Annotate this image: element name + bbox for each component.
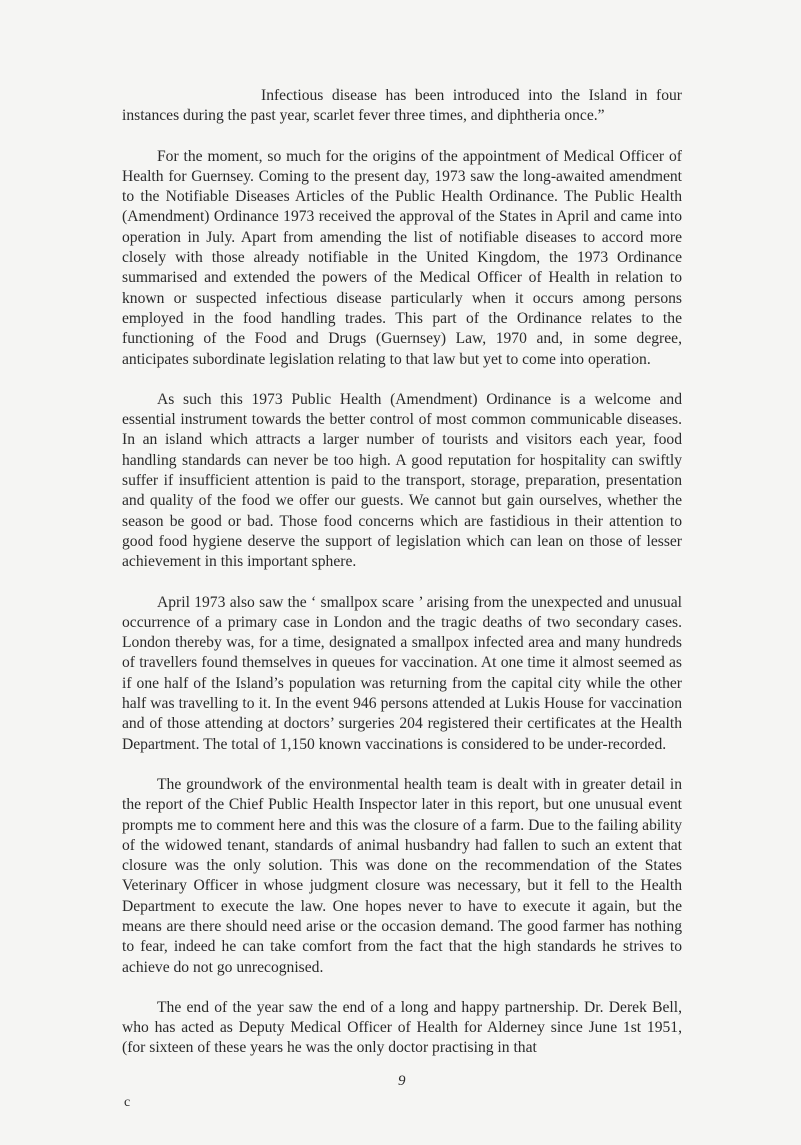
paragraph-farm-closure: The groundwork of the environmental health team is dealt with in greater detail in the report of the Chief Public Health Inspector later in this report, but one unusual event prompts me to comment here and this was the closure of a farm. Due to the failing ability of the widowed tenant, standards of animal husbandry had fallen to such an extent that closure was the only solution. This was done on the recommendation of the States Veterinary Officer in whose judgment closure was necessary, but it fell to the Health Department to execute the law. One hopes never to have to execute it again, but the means are there should need arise or the occasion demand. The good farmer has nothing to fear, indeed he can take comfort from the fact that the high standards he strives to achieve do not go unrecognised. [122,775,682,976]
paragraph-public-health-ordinance: For the moment, so much for the origins of the appointment of Medical Officer of Health for Guernsey. Coming to the present day, 1973 saw the long-awaited amendment to the Notifiable Diseases Articles of the Public Health Ordinance. The Public Health (Amendment) Ordinance 1973 received the approval of the States in April and came into operation in July. Apart from amending the list of notifiable diseases to accord more closely with those already notifiable in the United Kingdom, the 1973 Ordinance summarised and extended the powers of the Medical Officer of Health in relation to known or suspected infectious disease particularly when it occurs among persons employed in the food handling trades. This part of the Ordinance relates to the functioning of the Food and Drugs (Guernsey) Law, 1970 and, in some degree, anticipates subordinate legislation relating to that law but yet to come into operation. [122,147,682,368]
paragraph-partnership-end: The end of the year saw the end of a long and happy partnership. Dr. Derek Bell, who has acted as Deputy Medical Officer of Health for Alderney since June 1st 1951, (for sixteen of these years he was the only doctor practising in that [122,998,682,1057]
page-number: 9 [398,1073,406,1089]
paragraph-food-handling: As such this 1973 Public Health (Amendment) Ordinance is a welcome and essential instrument towards the better control of most common communicable diseases. In an island which attracts a larger number of tourists and visitors each year, food handling standards can never be too high. A good reputation for hospitality can swiftly suffer if insufficient attention is paid to the transport, storage, preparation, presentation and quality of the food we offer our guests. We cannot but gain ourselves, whether the season be good or bad. Those food concerns which are fastidious in their attention to good food hygiene deserve the support of legislation which can lean on those of lesser achievement in this important sphere. [122,390,682,571]
paragraph-smallpox-scare: April 1973 also saw the ‘ smallpox scare ’ arising from the unexpected and unusual occurrence of a primary case in London and the tragic deaths of two secondary cases. London thereby was, for a time, designated a smallpox infected area and many hundreds of travellers found themselves in queues for vaccination. At one time it almost seemed as if one half of the Island’s population was returning from the capital city while the other half was travelling to it. In the event 946 persons attended at Lukis House for vaccination and of those attending at doctors’ surgeries 204 registered their certificates at the Health Department. The total of 1,150 known vaccinations is considered to be under-recorded. [122,593,682,753]
signature-mark: c [124,1095,131,1110]
paragraph-infectious-disease: Infectious disease has been introduced into the Island in four instances during the past year, scarlet fever three times, and diphtheria once.” [122,87,682,125]
report-body [122,86,682,1079]
